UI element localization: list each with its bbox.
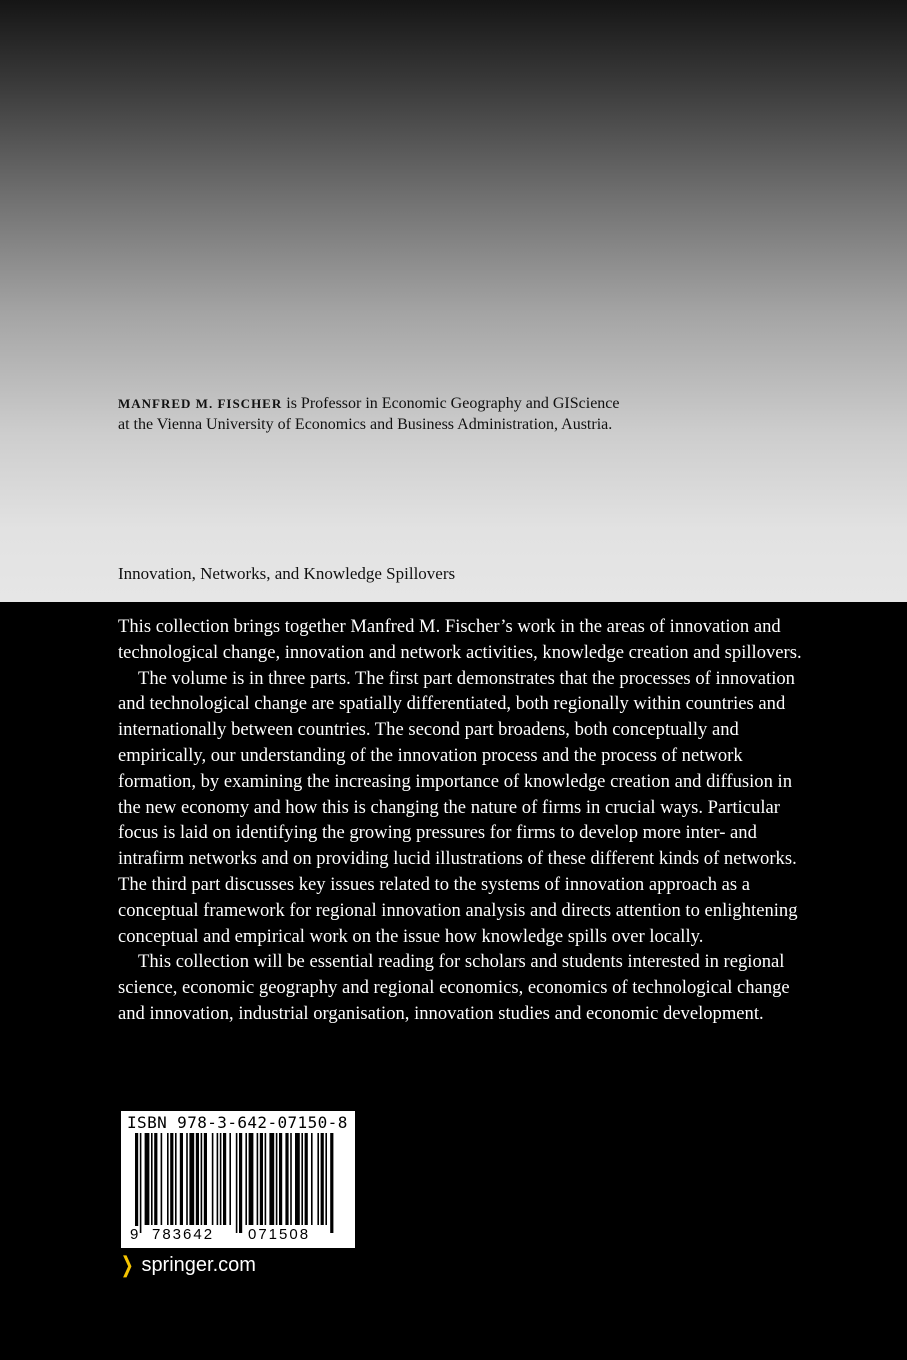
barcode-bar xyxy=(330,1133,333,1233)
barcode-bars-icon xyxy=(135,1133,335,1233)
barcode-bar xyxy=(204,1133,207,1225)
chevron-right-icon: ❯ xyxy=(120,1252,134,1277)
barcode-bar xyxy=(305,1133,308,1225)
book-description xyxy=(118,614,808,1027)
author-bio-line-2: at the Vienna University of Economics and Business Administration, Austria. xyxy=(118,416,613,433)
barcode-bar xyxy=(186,1133,188,1225)
barcode-bar xyxy=(311,1133,313,1225)
book-title: Innovation, Networks, and Knowledge Spillovers xyxy=(118,564,456,583)
cover-top-panel xyxy=(0,0,907,602)
barcode-bar xyxy=(220,1133,222,1225)
barcode-bar xyxy=(196,1133,199,1225)
author-bio-line-1: is Professor in Economic Geography and GIScience xyxy=(282,395,620,412)
ean-left-digits: 783642 xyxy=(152,1226,215,1243)
barcode-bar xyxy=(245,1133,247,1225)
barcode-bar xyxy=(223,1133,226,1225)
barcode-bar xyxy=(295,1133,300,1225)
barcode-bar xyxy=(285,1133,288,1225)
barcode-bar xyxy=(239,1133,242,1233)
barcode-bar xyxy=(135,1133,138,1233)
ean-first-digit: 9 xyxy=(130,1226,139,1243)
barcode-bar xyxy=(201,1133,203,1225)
barcode-bar xyxy=(180,1133,183,1225)
publisher-link[interactable] xyxy=(118,1252,256,1278)
barcode-bar xyxy=(269,1133,274,1225)
author-name: MANFRED M. FISCHER xyxy=(118,396,283,411)
barcode-bar xyxy=(265,1133,267,1225)
description-paragraph-2: The volume is in three parts. The first part demonstrates that the processes of innovation and technological change are spatially differentiated, both regionally within countries and internationally between countries. The second part broadens, both conceptually and empirically, our understanding of the innovation process and the process of network formation, by examining the increasing importance of knowledge creation and diffusion in the new economy and how this is changing the nature of firms in crucial ways. Particular focus is laid on identifying the growing pressures for firms to develop more inter- and intrafirm networks and on providing lucid illustrations of these different kinds of networks. The third part discusses key issues related to the systems of innovation approach as a conceptual framework for regional innovation analysis and directs attention to enlightening conceptual and empirical work on the issue how knowledge spills over locally. xyxy=(118,667,798,947)
barcode-bar xyxy=(257,1133,259,1225)
barcode-bar xyxy=(145,1133,150,1225)
barcode-bar xyxy=(321,1133,324,1225)
isbn-text: ISBN 978-3-642-07150-8 xyxy=(127,1113,348,1132)
barcode-bar xyxy=(229,1133,231,1225)
description-paragraph-1: This collection brings together Manfred M. Fischer’s work in the areas of innovation and technological change, innovation and network activities, knowledge creation and spillovers. xyxy=(118,616,802,663)
barcode-bar xyxy=(175,1133,177,1225)
barcode-bar xyxy=(170,1133,173,1225)
publisher-url: springer.com xyxy=(141,1253,256,1276)
barcode-bar xyxy=(189,1133,194,1225)
barcode-bar xyxy=(236,1133,238,1233)
author-bio xyxy=(118,393,758,435)
barcode-bar xyxy=(167,1133,169,1225)
isbn-barcode xyxy=(121,1111,355,1248)
barcode-bar xyxy=(279,1133,282,1225)
barcode-bar xyxy=(260,1133,263,1225)
description-paragraph-3: This collection will be essential reading for scholars and students interested in regional science, economic geography and regional economics, economics of technological change and innovation, industrial organisation, innovation studies and economic development. xyxy=(118,951,790,1024)
barcode-bar xyxy=(140,1133,142,1233)
barcode-bar xyxy=(325,1133,327,1225)
barcode-bar xyxy=(212,1133,214,1225)
barcode-bar xyxy=(217,1133,219,1225)
barcode-bar xyxy=(249,1133,254,1225)
barcode-bar xyxy=(161,1133,163,1225)
barcode-bar xyxy=(276,1133,278,1225)
barcode-bar xyxy=(301,1133,303,1225)
barcode-bar xyxy=(290,1133,292,1225)
barcode-bar xyxy=(151,1133,153,1225)
barcode-bar xyxy=(317,1133,319,1225)
barcode-bar xyxy=(154,1133,157,1225)
ean-right-digits: 071508 xyxy=(248,1226,311,1243)
